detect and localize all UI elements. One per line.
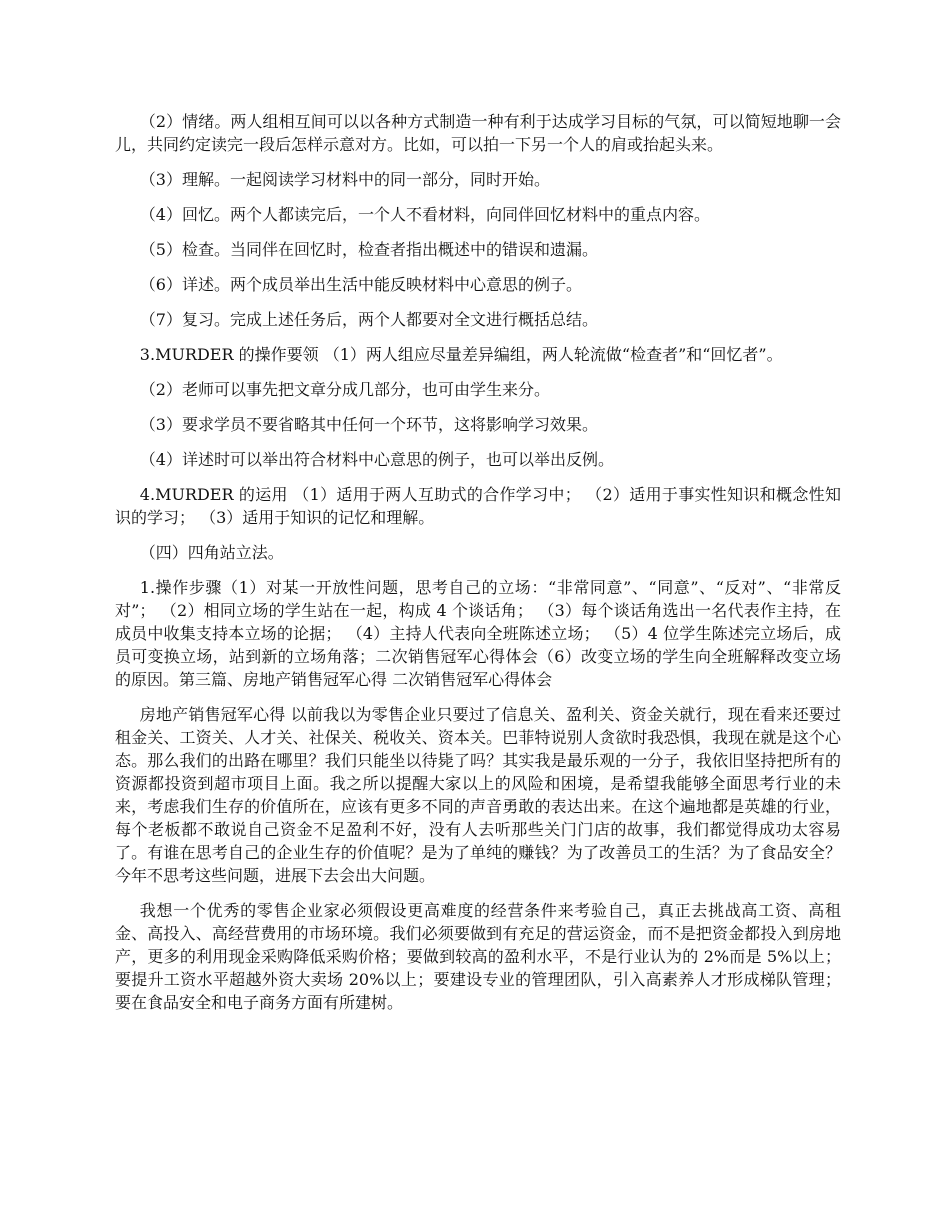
paragraph-understanding: （3）理解。一起阅读学习材料中的同一部分，同时开始。 [139,170,550,189]
paragraph-review: （7）复习。完成上述任务后，两个人都要对全文进行概括总结。 [139,310,598,329]
paragraph-retail-entrepreneur: 我想一个优秀的零售企业家必须假设更高难度的经营条件来考验自己，真正去挑战高工资、高租金、高投入、高经营费用的市场环境。我们必须要做到有充足的营运资金，而不是把资金都投入到房地产，更多的利用现金采购降低采购价格；要做到较高的盈利水平，不是行业认为的 2%而是 5%以上；要提升工资水平超越外资大卖场 20%以上；要建设专业的管理团队，引入高素养人才形成梯队管理；要在食品安全和电子商务方面有所建树。 [115,901,841,1012]
paragraph-four-corners-heading: （四）四角站立法。 [139,543,284,562]
document-body [115,110,841,1026]
paragraph-sales-champion: 房地产销售冠军心得 以前我以为零售企业只要过了信息关、盈利关、资金关就行，现在看来还要过租金关、工资关、人才关、社保关、税收关、资本关。巴菲特说别人贪欲时我恐惧，我现在就是这个心态。那么我们的出路在哪里？我们只能坐以待毙了吗？其实我是最乐观的一分子，我依旧坚持把所有的资源都投资到超市项目上面。我之所以提醒大家以上的风险和困境，是希望我能够全面思考行业的未来，考虑我们生存的价值所在，应该有更多不同的声音勇敢的表达出来。在这个遍地都是英雄的行业，每个老板都不敢说自己资金不足盈利不好，没有人去听那些关门门店的故事，我们都觉得成功太容易了。有谁在思考自己的企业生存的价值呢？是为了单纯的赚钱？为了改善员工的生活？为了食品安全？今年不思考这些问题，进展下去会出大问题。 [115,705,841,885]
paragraph-murder-usage: 4.MURDER 的运用 （1）适用于两人互助式的合作学习中； （2）适用于事实性知识和概念性知识的学习； （3）适用于知识的记忆和理解。 [115,485,841,527]
paragraph-no-skip: （3）要求学员不要省略其中任何一个环节，这将影响学习效果。 [139,415,598,434]
paragraph-emotion: （2）情绪。两人组相互间可以以各种方式制造一种有利于达成学习目标的气氛，可以简短地聊一会儿，共同约定读完一段后怎样示意对方。比如，可以拍一下另一个人的肩或抬起头来。 [115,112,841,154]
paragraph-examples: （4）详述时可以举出符合材料中心意思的例子，也可以举出反例。 [139,450,614,469]
paragraph-elaborate: （6）详述。两个成员举出生活中能反映材料中心意思的例子。 [139,275,582,294]
paragraph-teacher-divide: （2）老师可以事先把文章分成几部分，也可由学生来分。 [139,380,550,399]
paragraph-murder-key-points: 3.MURDER 的操作要领 （1）两人组应尽量差异编组，两人轮流做“检查者”和“回忆者”。 [139,345,783,364]
paragraph-operation-steps: 1.操作步骤（1）对某一开放性问题，思考自己的立场：“非常同意”、“同意”、“反对”、“非常反对”； （2）相同立场的学生站在一起，构成 4 个谈话角； （3）每个谈话角选出一名代表作主持，在成员中收集支持本立场的论据； （4）主持人代表向全班陈述立场； （5）4 位学生陈述完立场后，成员可变换立场，站到新的立场角落；二次销售冠军心得体会（6）改变立场的学生向全班解释改变立场的原因。第三篇、房地产销售冠军心得 二次销售冠军心得体会 [115,578,841,689]
paragraph-recall: （4）回忆。两个人都读完后，一个人不看材料，向同伴回忆材料中的重点内容。 [139,205,710,224]
paragraph-check: （5）检查。当同伴在回忆时，检查者指出概述中的错误和遗漏。 [139,240,598,259]
